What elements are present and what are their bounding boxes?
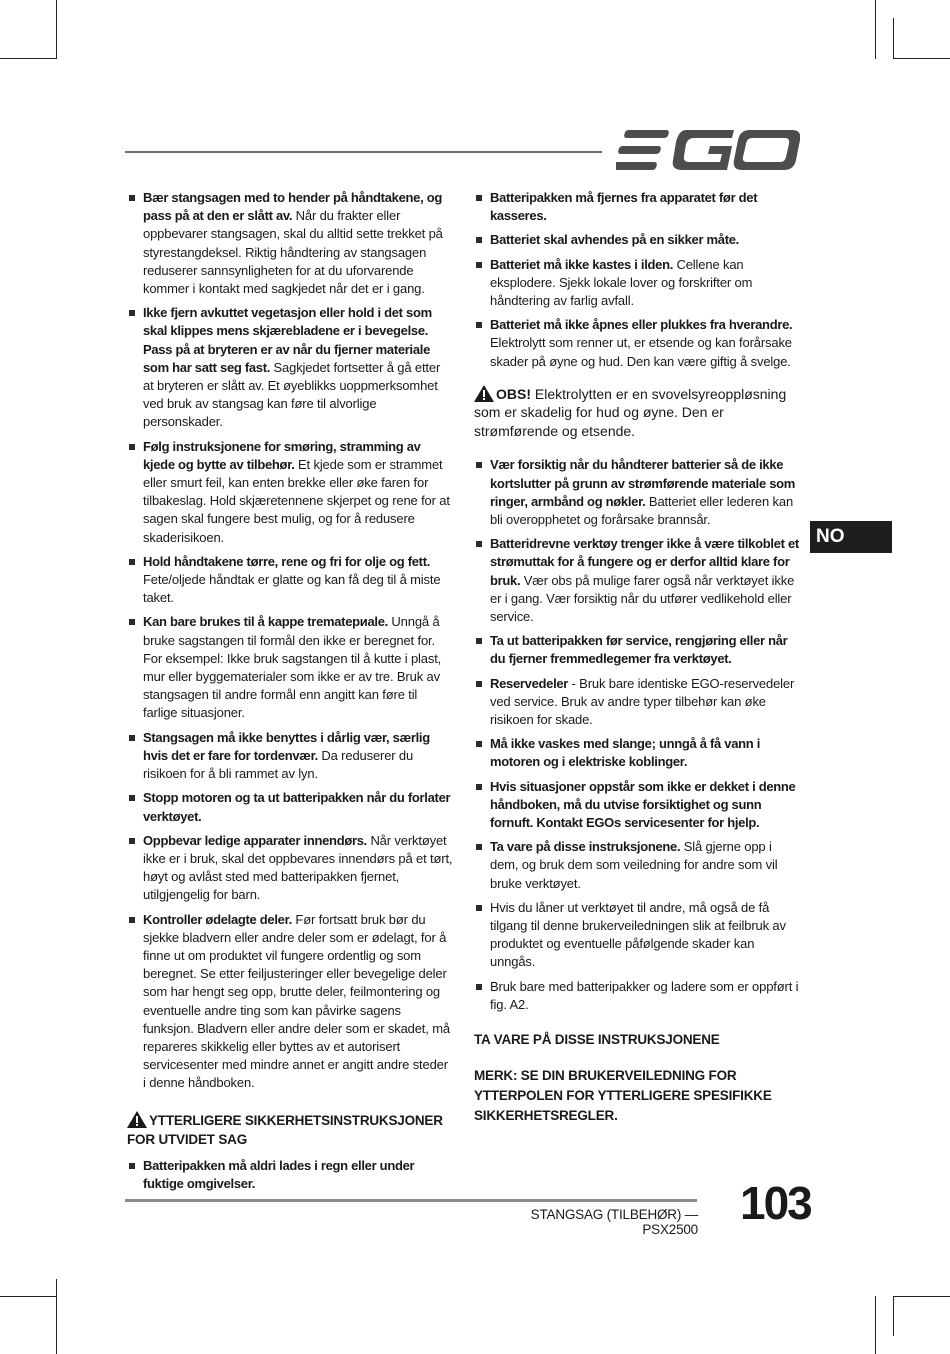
obs-warning: OBS! Elektrolytten er en svovelsyreoppløsning som er skadelig for hud og øyne. Den er strømførende og etsende. bbox=[474, 385, 787, 439]
list-item: Vær forsiktig når du håndterer batterier så de ikke kortslutter på grunn av strømførende materiale som ringer, armbånd og nøkler. Batteriet eller lederen kan bli overopphetet og forårsake brannsår. bbox=[474, 456, 802, 529]
crop-mark bbox=[0, 58, 57, 59]
safety-list-left bbox=[127, 189, 454, 1093]
list-item: Batteriet må ikke kastes i ilden. Cellene kan eksplodere. Sjekk lokale lover og forskrifter om håndtering av farlig avfall. bbox=[474, 256, 802, 311]
list-item: Ikke fjern avkuttet vegetasjon eller hold i det som skal klippes mens skjærebladene er i bevegelse. Pass på at bryteren er av når du fjerner materiale som har satt seg fast. Sagkjedet fortsetter å gå etter at bryteren er slått av. Et øyeblikks uoppmerksomhet ved bruk av stangsag kan føre til alvorlige personskader. bbox=[127, 304, 454, 431]
list-item: Ta vare på disse instruksjonene. Slå gjerne opp i dem, og bruk dem som veiledning for andre som vil bruke verktøyet. bbox=[474, 838, 802, 893]
list-item: Hold håndtakene tørre, rene og fri for olje og fett. Fete/oljede håndtak er glatte og kan få deg til å miste taket. bbox=[127, 553, 454, 608]
left-column bbox=[127, 189, 454, 1199]
warning-icon bbox=[127, 1111, 147, 1128]
crop-mark bbox=[893, 58, 950, 59]
list-item: Bær stangsagen med to hender på håndtakene, og pass på at den er slått av. Når du frakter eller oppbevarer stangsagen, skal du alltid sette trekket på styrestangdeksel. Riktig håndtering av stangsagen reduserer sannsynligheten for at du uforvarende kommer i kontakt med sagkjedet når det er i gang. bbox=[127, 189, 454, 298]
ego-logo bbox=[616, 128, 800, 172]
list-item: Stangsagen må ikke benyttes i dårlig vær, særlig hvis det er fare for tordenvær. Da reduserer du risikoen for å bli rammet av lyn. bbox=[127, 729, 454, 784]
list-item: Batteriet skal avhendes på en sikker måte. bbox=[474, 231, 802, 249]
crop-mark bbox=[875, 0, 876, 59]
list-item: Bruk bare med batteripakker og ladere som er oppført i fig. A2. bbox=[474, 978, 802, 1014]
safety-list-extended bbox=[127, 1157, 454, 1193]
list-item: Batteripakken må fjernes fra apparatet før det kasseres. bbox=[474, 189, 802, 225]
right-column bbox=[474, 189, 802, 1136]
page-number: 103 bbox=[740, 1177, 811, 1229]
list-item: Batteriet må ikke åpnes eller plukkes fra hverandre. Elektrolytt som renner ut, er etsende og kan forårsake skader på øyne og hud. Den kan være giftig å svelge. bbox=[474, 316, 802, 371]
save-instructions-heading: TA VARE PÅ DISSE INSTRUKSJONENE bbox=[474, 1032, 720, 1048]
crop-mark bbox=[893, 18, 894, 59]
crop-mark bbox=[875, 1296, 876, 1354]
list-item: Reservedeler - Bruk bare identiske EGO-reservedeler ved service. Bruk av andre typer tilbehør kan øke risikoen for skade. bbox=[474, 675, 802, 730]
list-item: Hvis du låner ut verktøyet til andre, må også de få tilgang til denne brukerveiledningen slik at feilbruk av produktet og eventuelle påfølgende skader kan unngås. bbox=[474, 899, 802, 972]
note-heading: MERK: SE DIN BRUKERVEILEDNING FOR YTTERPOLEN FOR YTTERLIGERE SPESIFIKKE SIKKERHETSREGLER. bbox=[474, 1068, 772, 1124]
footer-title: STANGSAG (TILBEHØR) — PSX2500 bbox=[530, 1207, 698, 1237]
crop-mark bbox=[893, 1296, 894, 1336]
list-item: Kan bare brukes til å kappe trematериale. Unngå å bruke sagstangen til formål den ikke er beregnet for. For eksempel: Ikke bruk sagstangen til å kutte i plast, mur eller byggematerialer som ikke er av tre. Bruk av stangsagen til andre formål enn angitt kan føre til farlige situasjoner. bbox=[127, 613, 454, 722]
list-item: Hvis situasjoner oppstår som ikke er dekket i denne håndboken, må du utvise forsiktighet og sunn fornuft. Kontakt EGOs servicesenter for hjelp. bbox=[474, 778, 802, 833]
list-item: Kontroller ødelagte deler. Før fortsatt bruk bør du sjekke bladvern eller andre deler som er ødelagt, for å finne ut om produktet vil fungere ordentlig og som beregnet. Se etter feiljusteringer eller bevegelige deler som har hengt seg opp, brutte deler, feilmontering og eventuelle andre ting som kan påvirke sagens funksjon. Bladvern eller andre deler som er skadet, må repareres skikkelig eller byttes av et autorisert servicesenter med mindre annet er angitt andre steder i denne håndboken. bbox=[127, 911, 454, 1093]
crop-mark bbox=[56, 1279, 57, 1354]
battery-list bbox=[474, 189, 802, 371]
list-item: Følg instruksjonene for smøring, stramming av kjede og bytte av tilbehør. Et kjede som er strammet eller smurt feil, kan enten brekke eller øke faren for tilbakeslag. Hold skjæretennene skjerpet og rene for at sagen skal fungere best mulig, og for å redusere skaderisikoen. bbox=[127, 438, 454, 547]
list-item: Stopp motoren og ta ut batteripakken når du forlater verktøyet. bbox=[127, 789, 454, 825]
section-heading: YTTERLIGERE SIKKERHETSINSTRUKSJONER FOR UTVIDET SAG bbox=[127, 1112, 443, 1147]
list-item: Batteridrevne verktøy trenger ikke å være tilkoblet et strømuttak for å fungere og er derfor alltid klare for bruk. Vær obs på mulige farer også når verktøyet ikke er i gang. Vær forsiktig når du utfører vedlikehold eller service. bbox=[474, 535, 802, 626]
warning-icon bbox=[474, 385, 494, 402]
list-item: Ta ut batteripakken før service, rengjøring eller når du fjerner fremmedlegemer fra verktøyet. bbox=[474, 632, 802, 668]
footer-rule bbox=[125, 1199, 697, 1202]
language-tab: NO bbox=[810, 521, 892, 553]
crop-mark bbox=[893, 1296, 950, 1297]
crop-mark bbox=[56, 0, 57, 59]
header-rule bbox=[125, 151, 602, 153]
safety-list-right bbox=[474, 456, 802, 1014]
list-item: Må ikke vaskes med slange; unngå å få vann i motoren og i elektriske koblinger. bbox=[474, 735, 802, 771]
list-item: Batteripakken må aldri lades i regn eller under fuktige omgivelser. bbox=[127, 1157, 454, 1193]
list-item: Oppbevar ledige apparater innendørs. Når verktøyet ikke er i bruk, skal det oppbevares innendørs på et tørt, høyt og avlåst sted med batteripakken fjernet, utilgjengelig for barn. bbox=[127, 832, 454, 905]
crop-mark bbox=[0, 1296, 57, 1297]
